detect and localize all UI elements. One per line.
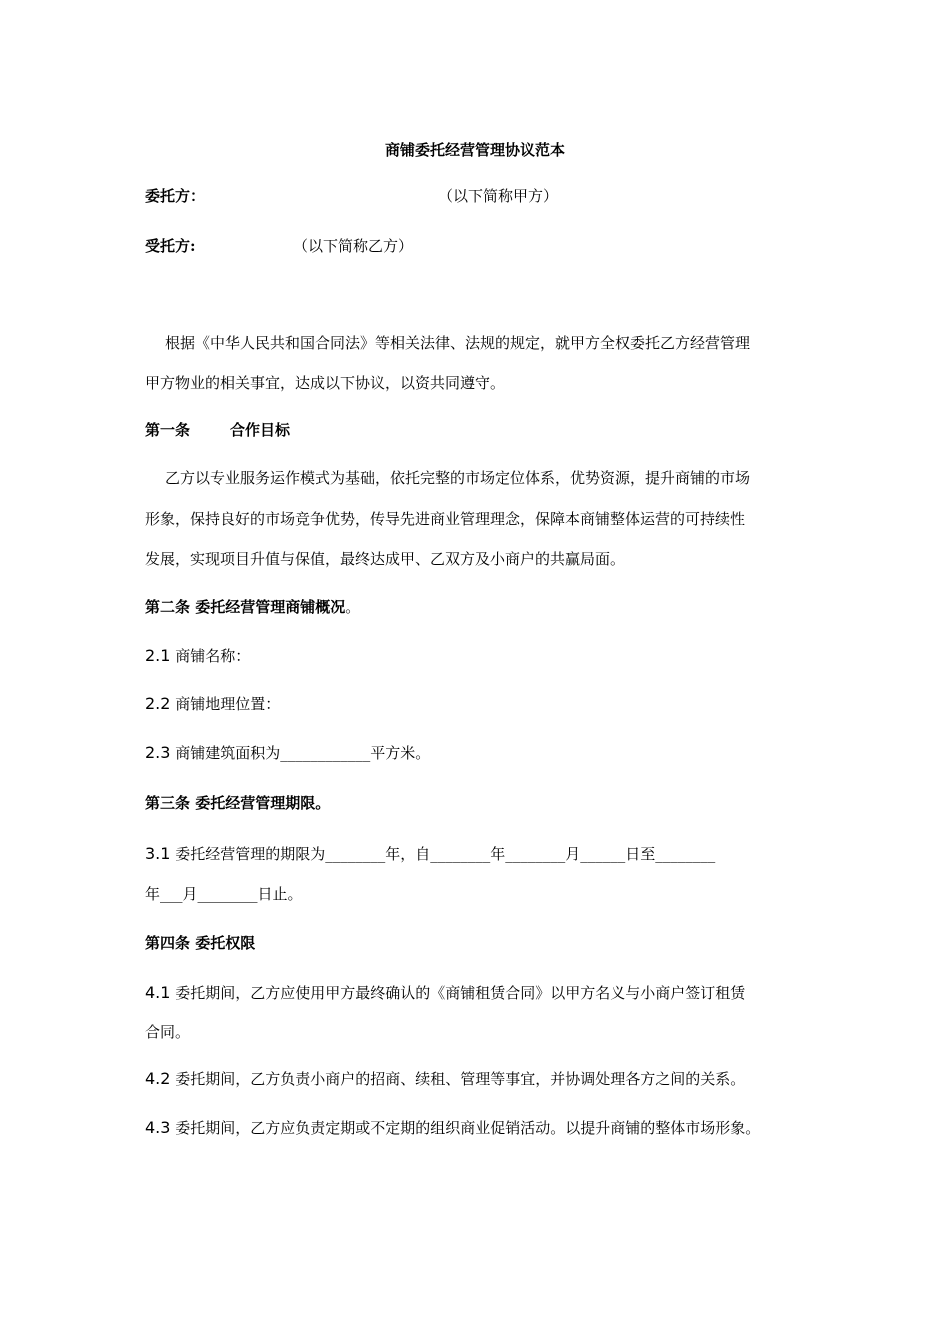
- item-2-2-text: 商铺地理位置：: [170, 695, 281, 713]
- item-2-3: [145, 743, 430, 763]
- item-2-1-number: 2.1: [145, 646, 171, 665]
- item-4-2-text: 委托期间，乙方负责小商户的招商、续租、管理等事宜，并协调处理各方之间的关系。: [170, 1070, 746, 1088]
- article-1-number: 第一条: [145, 421, 191, 439]
- article-1-line-2: 形象，保持良好的市场竞争优势，传导先进商业管理理念，保障本商铺整体运营的可持续性: [145, 510, 746, 528]
- party-a-alias: （以下简称甲方）: [438, 187, 559, 205]
- item-4-1-line-1: [145, 983, 745, 1003]
- item-2-1: [145, 646, 250, 666]
- item-4-3: [145, 1118, 760, 1138]
- article-3-heading: 第三条 委托经营管理期限。: [145, 794, 331, 812]
- item-3-1-line-1: [145, 844, 715, 864]
- item-4-3-number: 4.3: [145, 1118, 171, 1137]
- item-4-1-line-2: 合同。: [145, 1023, 191, 1041]
- party-a-label: 委托方：: [145, 187, 206, 205]
- intro-line-1: 根据《中华人民共和国合同法》等相关法律、法规的规定，就甲方全权委托乙方经营管理: [165, 334, 751, 352]
- article-1-heading: [145, 420, 290, 440]
- party-b-alias: （以下简称乙方）: [293, 237, 414, 255]
- item-2-3-number: 2.3: [145, 743, 171, 762]
- document-title: 商铺委托经营管理协议范本: [384, 141, 565, 159]
- article-1-line-3: 发展，实现项目升值与保值，最终达成甲、乙双方及小商户的共赢局面。: [145, 550, 626, 568]
- item-2-2: [145, 694, 280, 714]
- article-1-line-1: 乙方以专业服务运作模式为基础，依托完整的市场定位体系，优势资源，提升商铺的市场: [165, 469, 751, 487]
- article-1-title: 合作目标: [230, 421, 291, 439]
- item-3-1-number: 3.1: [145, 844, 171, 863]
- article-2-heading: [145, 597, 360, 617]
- article-2-title: 第二条 委托经营管理商铺概况: [145, 598, 346, 616]
- item-4-1-number: 4.1: [145, 983, 171, 1002]
- article-2-title-suffix: 。: [345, 598, 361, 616]
- item-3-1-text: 委托经营管理的期限为________年，自________年________月______日至________: [170, 845, 716, 863]
- item-2-2-number: 2.2: [145, 694, 171, 713]
- item-4-1-text: 委托期间，乙方应使用甲方最终确认的《商铺租赁合同》以甲方名义与小商户签订租赁: [170, 984, 746, 1002]
- article-4-heading: 第四条 委托权限: [145, 934, 256, 952]
- party-b-label: 受托方:: [145, 237, 196, 255]
- item-4-2: [145, 1069, 745, 1089]
- intro-line-2: 甲方物业的相关事宜，达成以下协议，以资共同遵守。: [145, 374, 506, 392]
- item-4-2-number: 4.2: [145, 1069, 171, 1088]
- item-2-1-text: 商铺名称：: [170, 647, 251, 665]
- item-4-3-text: 委托期间，乙方应负责定期或不定期的组织商业促销活动。以提升商铺的整体市场形象。: [170, 1119, 761, 1137]
- item-3-1-line-2: 年___月________日止。: [145, 885, 303, 903]
- item-2-3-text: 商铺建筑面积为____________平方米。: [170, 744, 431, 762]
